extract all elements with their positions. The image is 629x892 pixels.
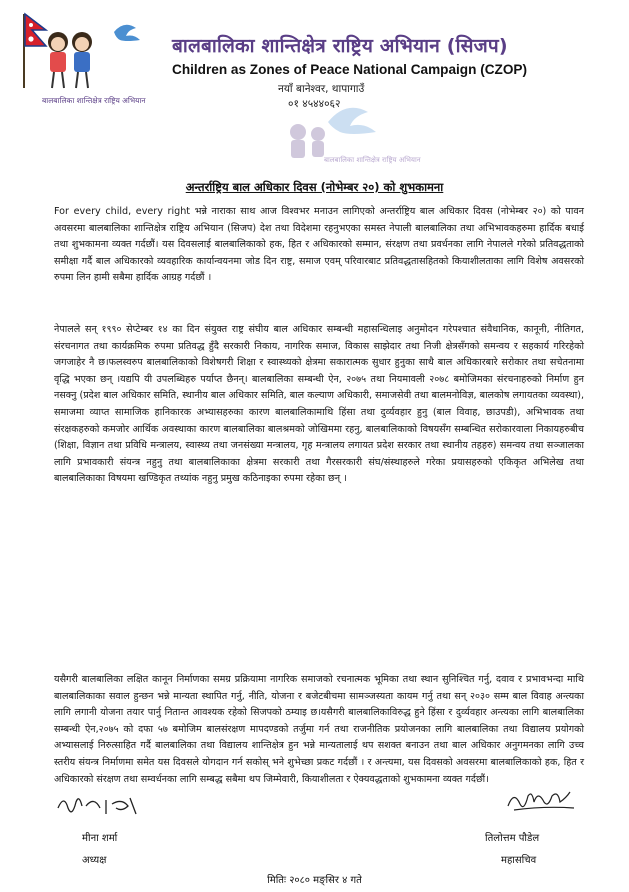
signatory-name-left: मीना शर्मा [82, 833, 118, 844]
letter-title: अन्तर्राष्ट्रिय बाल अधिकार दिवस (नोभेम्बर २०) को शुभकामना [185, 180, 444, 194]
czop-logo [18, 10, 168, 106]
paragraph-3: यसैगरी बालबालिका लक्षित कानून निर्माणका समग्र प्रक्रियामा नागरिक समाजको रचनात्मक भूमिका तथा स्थान सुनिश्चित गर्नु, दवाव र प्रभावभन्दा माथि बालबालिकाका सवाल हुन्छन भन्ने मान्यता स्थापित गर्नु, नीति, योजना र बजेटबीचमा सामञ्जस्यता कायम गर्नु तथा सन् २०३० सम्म बाल विवाह अन्त्यका लागि लगानी योजना तयार पार्नु नितान्त आवश्यक रहेको सिजपको ठम्याइ छ।यसैगरी बालबालिकाविरुद्ध हुने हिंसा र दुर्व्यवहार अन्त्यका लागि बालबालिका सम्बन्धी ऐन,२०७५ को दफा ५७ बमोजिम बालसंरक्षण मापदण्डको तर्जुमा गर्न तथा राजनीतिक प्रयोजनका लागि बालबालिका तथा विद्यालय प्रयोगको अभ्यासलाई निरुत्साहित गर्दै बालबालिका तथा विद्यालय शान्तिक्षेत्र हुन भन्ने मान्यतालाई थप सशक्त बनाउन तथा बाल अधिकार अनुगमनका लागि उच्च स्तरीय संयन्त्र निर्माणमा समेत यस दिवसले योगदान गर्न सकोस् भने शुभेच्छा प्रकट गर्दछौं । र अन्त्यमा, यस दिवसको अवसरमा बालबालिकाको हक, हित र अधिकारको संरक्षण तथा सम्वर्धनका लागि सम्बद्ध सबैमा थप जिम्मेवारी, कियाशीलता र ऐक्यवद्धताको शुभकामना व्यक्त गर्दछौं। [54, 674, 584, 785]
dove-icon [114, 25, 140, 41]
date-line: मितिः २०८० मङ्सिर ४ गते [267, 875, 362, 886]
signatory-role-left: अध्यक्ष [82, 855, 107, 866]
paragraph-2: नेपालले सन् १९९० सेप्टेम्बर १४ का दिन संयुक्त राष्ट्र संघीय बाल अधिकार सम्बन्धी महासन्धिलाइ अनुमोदन गरेपश्चात संवैधानिक, कानूनी, नीतिगत, संरचनागत तथा कार्यक्रमिक रुपमा प्रतिवद्ध हुँदै सरकारी निकाय, नागरिक समाज, विकास साझेदार तथा निजी क्षेत्रसँगको समन्वय र सहकार्य गरिरहेको जगजाहेर नै छ।फलस्वरुप बालबालिकाको विशेषगरी शिक्षा र स्वास्थ्यको क्षेत्रमा सकारात्मक सुधार हुनुका साथै बाल अधिकारबारे सरोकार तथा सचेतनामा वृद्धि भएका छन् ।यद्यपि यी उपलब्धिहरु पर्याप्त छैनन्। बालबालिका सम्बन्धी ऐन, २०७५ तथा नियमावली २०७८ बमोजिमका संरचनाहरुको निर्माण हुन नसक्नु (प्रदेश बाल अधिकार समिति, स्थानीय बाल अधिकार समिति, बाल कल्याण अधिकारी, समाजसेवी तथा बालमनोविज्ञ, बालकोष लगायतका व्यवस्था), समाजमा व्याप्त सामाजिक हानिकारक अभ्यासहरुका कारण बालबालिकामाथि हिंसा तथा दुर्व्यवहार हुनु (बाल विवाह, छाउपडी), अभिभावक तथा संरक्षकहरुको कमजोर आर्थिक अवस्थाका कारण बालबालिका बालश्रमको जोखिममा रहनु, बालबालिकाको विषयसँग सम्बन्धित सरोकारवाला निकायहरुबीच (शिक्षा, विज्ञान तथा प्रविधि मन्त्रालय, स्वास्थ्य तथा जनसंख्या मन्त्रालय, गृह मन्त्रालय लगायत प्रदेश सरकार तथा स्थानीय तहहरु) समन्वय तथा सञ्जालका लागि प्रभावकारी संयन्त्र नहुनु तथा बालबालिकाका क्षेत्रमा सरकारी तथा गैरसरकारी संघ/संस्थाहरुले गरेका प्रयासहरुको एकिकृत अभिलेख तथा बालबालिकाका विषयमा खण्डिकृत तथ्यांक नहुनु प्रमुख कठिनाइका रुपमा रहेका छन् । [54, 324, 585, 485]
nepal-flag-icon [24, 14, 46, 88]
phone-number: ०१ ४५४४०६२ [288, 98, 341, 110]
address: नयाँ बानेश्वर, थापागाउँ [278, 83, 365, 95]
signatory-role-right: महासचिव [501, 855, 537, 866]
signatory-name-right: तिलोत्तम पौडेल [485, 833, 540, 844]
signature-right [504, 786, 584, 816]
signature-left [56, 790, 146, 818]
watermark-caption: बालबालिका शान्तिक्षेत्र राष्ट्रिय अभियान [324, 156, 421, 164]
child-figure-icon [72, 32, 92, 88]
paragraph-1: For every child, every right भन्ने नाराका साथ आज विश्वभर मनाउन लागिएको अन्तर्राष्ट्रिय बाल अधिकार दिवस (नोभेम्बर २०) को पावन अवसरमा बालबालिका शान्तिक्षेत्र राष्ट्रिय अभियान (सिजप) देश तथा विदेशमा रहनुभएका समस्त नेपाली बालबालिका तथा अभिभावकहरुमा हार्दिक बधाई तथा शुभकामना व्यक्त गर्दछौं। यस दिवसलाई बालबालिकाको हक, हित र अधिकारको सम्मान, संरक्षण तथा प्रवर्धनका लागि नेपालले गरेको प्रतिवद्धताको समीक्षा गर्दै बाल अधिकारको व्यवहारिक कार्यान्वयनमा जोड दिन राष्ट्र, समाज एवम् परिवारबाट प्रतिवद्धतासहितको कियाशीलताका लागि विशेष अवसरको रुपमा लिन हामी सबैमा हार्दिक आग्रह गर्दछौं । [54, 206, 584, 284]
org-name-english: Children as Zones of Peace National Campaign (CZOP) [172, 62, 528, 77]
child-figure-icon [48, 32, 68, 88]
logo-caption: बालबालिका शान्तिक्षेत्र राष्ट्रिय अभियान [42, 96, 146, 105]
org-name-nepali: बालबालिका शान्तिक्षेत्र राष्ट्रिय अभियान (सिजप) [172, 35, 508, 57]
